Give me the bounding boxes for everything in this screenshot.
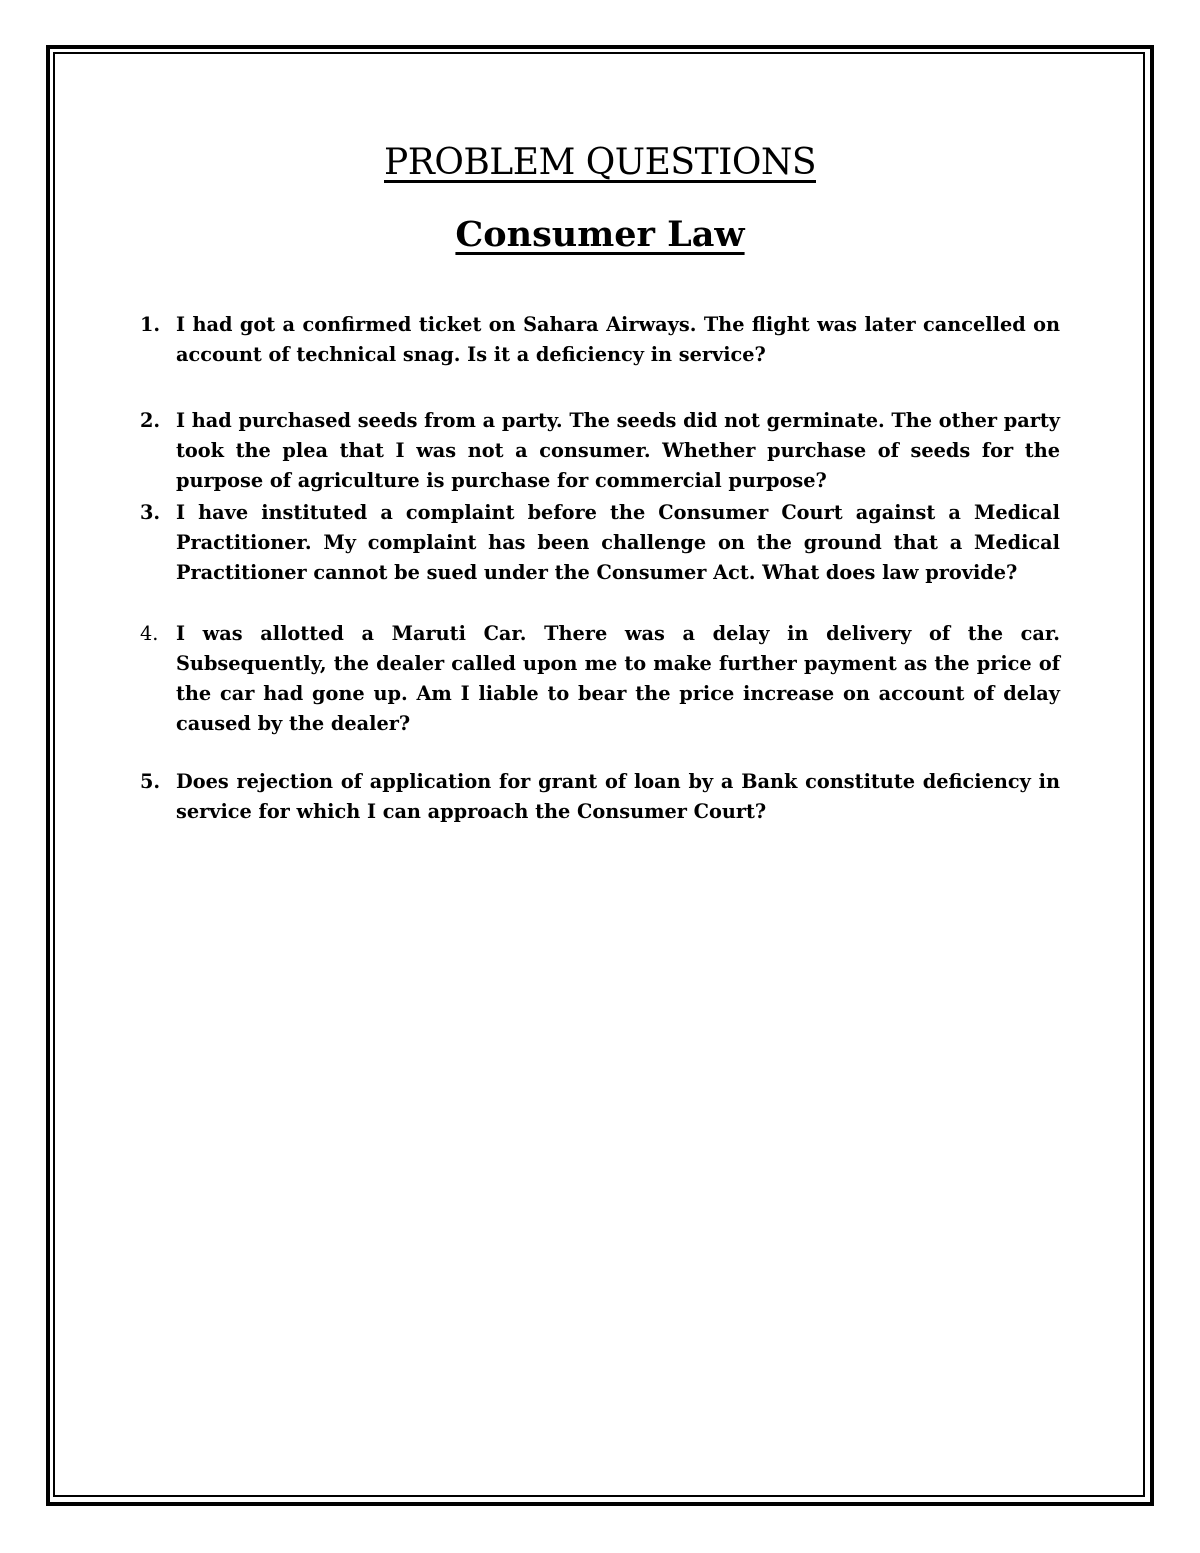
question-item — [140, 767, 1060, 827]
question-item — [140, 619, 1060, 739]
question-number: 4. — [140, 622, 159, 645]
question-number: 2. — [140, 409, 161, 432]
question-text: Does rejection of application for grant of loan by a Bank constitute deficiency in service for which I can approach the Consumer Court? — [176, 770, 1060, 823]
question-item — [140, 310, 1060, 370]
page-title: PROBLEM QUESTIONS — [384, 142, 816, 183]
question-item — [140, 406, 1060, 496]
question-text: I had got a confirmed ticket on Sahara Airways. The flight was later cancelled on account of technical snag. Is it a deficiency in service? — [176, 313, 1060, 366]
question-number: 3. — [140, 501, 161, 524]
question-text: I was allotted a Maruti Car. There was a delay in delivery of the car. Subsequently, the dealer called upon me to make further payment as the price of the car had gone up. Am I liable to bear the price increase on account of delay caused by the dealer? — [176, 622, 1060, 735]
question-item — [140, 498, 1060, 588]
question-text: I had purchased seeds from a party. The seeds did not germinate. The other party took the plea that I was not a consumer. Whether purchase of seeds for the purpose of agriculture is purchase for commercial purpose? — [176, 409, 1060, 492]
page-subtitle: Consumer Law — [455, 214, 745, 255]
question-number: 1. — [140, 313, 161, 336]
question-text: I have instituted a complaint before the Consumer Court against a Medical Practitioner. My complaint has been challenge on the ground that a Medical Practitioner cannot be sued under the Consumer Act. What does law provide? — [176, 501, 1060, 584]
question-number: 5. — [140, 770, 161, 793]
